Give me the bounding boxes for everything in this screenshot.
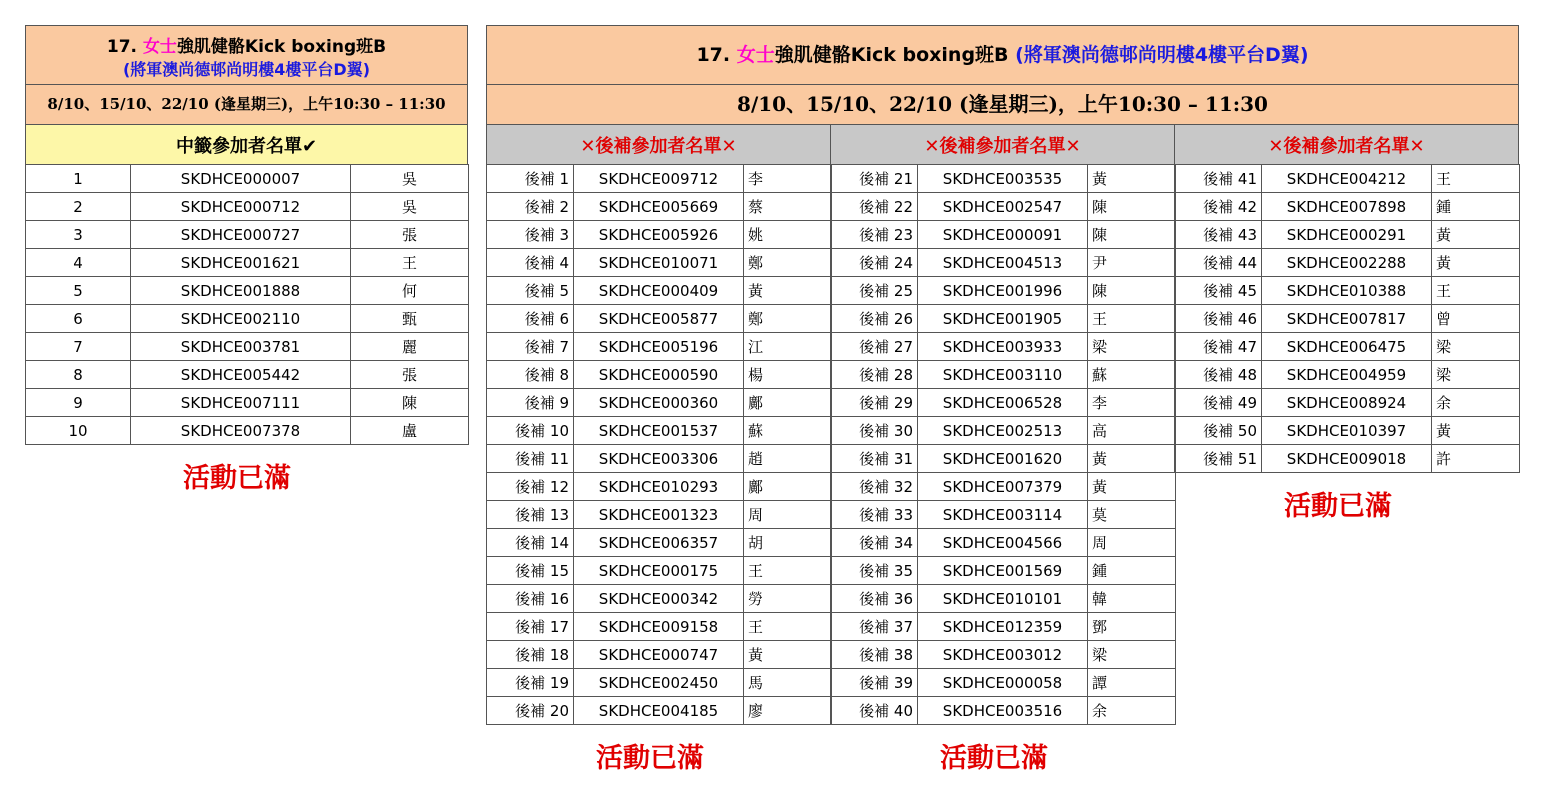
row-number: 後補 36 xyxy=(831,585,918,613)
table-row xyxy=(1175,445,1520,473)
member-code: SKDHCE005926 xyxy=(574,221,744,249)
member-code: SKDHCE012359 xyxy=(918,613,1088,641)
row-number: 後補 47 xyxy=(1175,333,1262,361)
row-number: 8 xyxy=(26,361,131,389)
member-surname: 李 xyxy=(744,165,832,193)
table-row xyxy=(831,277,1176,305)
row-number: 3 xyxy=(26,221,131,249)
member-surname: 胡 xyxy=(744,529,832,557)
table-row xyxy=(831,473,1176,501)
member-code: SKDHCE006528 xyxy=(918,389,1088,417)
member-code: SKDHCE008924 xyxy=(1262,389,1432,417)
member-code: SKDHCE007378 xyxy=(131,417,351,445)
row-number: 後補 37 xyxy=(831,613,918,641)
row-number: 後補 25 xyxy=(831,277,918,305)
row-number: 後補 30 xyxy=(831,417,918,445)
row-number: 後補 13 xyxy=(487,501,574,529)
waitlist-title-3 xyxy=(1174,124,1519,165)
member-code: SKDHCE003012 xyxy=(918,641,1088,669)
row-number: 後補 1 xyxy=(487,165,574,193)
member-code: SKDHCE001888 xyxy=(131,277,351,305)
row-number: 後補 6 xyxy=(487,305,574,333)
member-code: SKDHCE010293 xyxy=(574,473,744,501)
row-number: 後補 22 xyxy=(831,193,918,221)
table-row xyxy=(487,473,832,501)
row-number: 後補 32 xyxy=(831,473,918,501)
table-row xyxy=(487,613,832,641)
table-row xyxy=(487,557,832,585)
table-row xyxy=(26,417,469,445)
table-row xyxy=(26,193,469,221)
member-surname: 周 xyxy=(744,501,832,529)
waitlist-table-1 xyxy=(486,164,832,725)
row-number: 後補 51 xyxy=(1175,445,1262,473)
member-code: SKDHCE009158 xyxy=(574,613,744,641)
member-surname: 尹 xyxy=(1088,249,1176,277)
member-surname: 陳 xyxy=(1088,277,1176,305)
row-number: 後補 19 xyxy=(487,669,574,697)
row-number: 後補 45 xyxy=(1175,277,1262,305)
left-venue: (將軍澳尚德邨尚明樓4樓平台D翼) xyxy=(122,60,371,79)
row-number: 9 xyxy=(26,389,131,417)
right-title-highlight: 女士 xyxy=(736,44,775,66)
table-row xyxy=(487,501,832,529)
left-list-title xyxy=(25,124,468,165)
waitlist-title-2 xyxy=(830,124,1175,165)
member-code: SKDHCE010071 xyxy=(574,249,744,277)
row-number: 後補 15 xyxy=(487,557,574,585)
member-code: SKDHCE003535 xyxy=(918,165,1088,193)
waitlist-full-notice-3: 活動已滿 xyxy=(1284,491,1392,522)
row-number: 後補 31 xyxy=(831,445,918,473)
row-number: 後補 17 xyxy=(487,613,574,641)
table-row xyxy=(26,389,469,417)
member-code: SKDHCE000342 xyxy=(574,585,744,613)
row-number: 後補 48 xyxy=(1175,361,1262,389)
row-number: 1 xyxy=(26,165,131,193)
row-number: 後補 16 xyxy=(487,585,574,613)
member-code: SKDHCE002450 xyxy=(574,669,744,697)
left-title-rest: 強肌健骼Kick boxing班B xyxy=(176,37,387,57)
member-surname: 趙 xyxy=(744,445,832,473)
member-surname: 余 xyxy=(1432,389,1520,417)
row-number: 後補 20 xyxy=(487,697,574,725)
member-code: SKDHCE010101 xyxy=(918,585,1088,613)
row-number: 後補 8 xyxy=(487,361,574,389)
left-full-notice: 活動已滿 xyxy=(183,463,291,494)
member-surname: 梁 xyxy=(1432,333,1520,361)
waitlist-full-notice-2: 活動已滿 xyxy=(940,743,1048,774)
table-row xyxy=(831,445,1176,473)
member-code: SKDHCE009712 xyxy=(574,165,744,193)
row-number: 後補 23 xyxy=(831,221,918,249)
table-row xyxy=(487,585,832,613)
table-row xyxy=(487,445,832,473)
member-surname: 余 xyxy=(1088,697,1176,725)
left-title-prefix: 17. xyxy=(106,37,143,57)
row-number: 後補 38 xyxy=(831,641,918,669)
table-row xyxy=(1175,165,1520,193)
table-row xyxy=(831,557,1176,585)
member-surname: 黃 xyxy=(1088,473,1176,501)
member-code: SKDHCE000175 xyxy=(574,557,744,585)
member-code: SKDHCE001323 xyxy=(574,501,744,529)
left-list-title-text: 中籤參加者名單✔ xyxy=(175,135,318,157)
row-number: 後補 27 xyxy=(831,333,918,361)
member-code: SKDHCE000091 xyxy=(918,221,1088,249)
member-code: SKDHCE003110 xyxy=(918,361,1088,389)
table-row xyxy=(26,249,469,277)
row-number: 後補 46 xyxy=(1175,305,1262,333)
table-row xyxy=(487,361,832,389)
member-surname: 吳 xyxy=(351,165,469,193)
member-surname: 莫 xyxy=(1088,501,1176,529)
member-code: SKDHCE010388 xyxy=(1262,277,1432,305)
table-row xyxy=(26,277,469,305)
member-code: SKDHCE001996 xyxy=(918,277,1088,305)
table-row xyxy=(831,249,1176,277)
member-code: SKDHCE000007 xyxy=(131,165,351,193)
member-surname: 梁 xyxy=(1088,333,1176,361)
row-number: 後補 24 xyxy=(831,249,918,277)
member-surname: 勞 xyxy=(744,585,832,613)
table-row xyxy=(831,613,1176,641)
table-row xyxy=(26,305,469,333)
member-code: SKDHCE000712 xyxy=(131,193,351,221)
table-row xyxy=(487,221,832,249)
member-surname: 許 xyxy=(1432,445,1520,473)
member-code: SKDHCE003516 xyxy=(918,697,1088,725)
member-code: SKDHCE005442 xyxy=(131,361,351,389)
table-row xyxy=(831,697,1176,725)
member-code: SKDHCE004566 xyxy=(918,529,1088,557)
member-code: SKDHCE000747 xyxy=(574,641,744,669)
member-surname: 蘇 xyxy=(1088,361,1176,389)
member-surname: 黃 xyxy=(1432,417,1520,445)
member-code: SKDHCE003933 xyxy=(918,333,1088,361)
member-surname: 廖 xyxy=(744,697,832,725)
table-row xyxy=(831,333,1176,361)
member-code: SKDHCE002288 xyxy=(1262,249,1432,277)
member-code: SKDHCE001621 xyxy=(131,249,351,277)
member-surname: 楊 xyxy=(744,361,832,389)
left-dates xyxy=(25,84,468,125)
member-surname: 李 xyxy=(1088,389,1176,417)
member-code: SKDHCE000360 xyxy=(574,389,744,417)
member-surname: 鄭 xyxy=(744,249,832,277)
member-surname: 黃 xyxy=(1432,249,1520,277)
right-venue: (將軍澳尚德邨尚明樓4樓平台D翼) xyxy=(1015,44,1309,66)
winners-table xyxy=(25,164,469,445)
table-row xyxy=(831,641,1176,669)
row-number: 後補 12 xyxy=(487,473,574,501)
row-number: 後補 7 xyxy=(487,333,574,361)
table-row xyxy=(487,669,832,697)
member-code: SKDHCE004212 xyxy=(1262,165,1432,193)
member-code: SKDHCE000590 xyxy=(574,361,744,389)
member-surname: 黃 xyxy=(1088,445,1176,473)
member-code: SKDHCE003114 xyxy=(918,501,1088,529)
member-surname: 姚 xyxy=(744,221,832,249)
member-code: SKDHCE007379 xyxy=(918,473,1088,501)
member-surname: 鄺 xyxy=(744,389,832,417)
member-surname: 譚 xyxy=(1088,669,1176,697)
member-surname: 梁 xyxy=(1432,361,1520,389)
member-code: SKDHCE010397 xyxy=(1262,417,1432,445)
table-row xyxy=(831,221,1176,249)
member-surname: 王 xyxy=(744,557,832,585)
table-row xyxy=(487,277,832,305)
table-row xyxy=(831,501,1176,529)
row-number: 後補 18 xyxy=(487,641,574,669)
member-surname: 鍾 xyxy=(1088,557,1176,585)
waitlist-title-3-text: ✕後補參加者名單✕ xyxy=(1268,135,1425,157)
member-code: SKDHCE004185 xyxy=(574,697,744,725)
member-surname: 吳 xyxy=(351,193,469,221)
member-surname: 鄭 xyxy=(744,305,832,333)
table-row xyxy=(1175,389,1520,417)
table-row xyxy=(831,529,1176,557)
row-number: 後補 49 xyxy=(1175,389,1262,417)
table-row xyxy=(487,249,832,277)
row-number: 10 xyxy=(26,417,131,445)
table-row xyxy=(487,165,832,193)
left-title xyxy=(26,32,467,57)
row-number: 後補 40 xyxy=(831,697,918,725)
row-number: 後補 33 xyxy=(831,501,918,529)
table-row xyxy=(831,193,1176,221)
table-row xyxy=(831,669,1176,697)
member-surname: 黃 xyxy=(744,641,832,669)
member-surname: 鄧 xyxy=(1088,613,1176,641)
member-code: SKDHCE001537 xyxy=(574,417,744,445)
member-code: SKDHCE004513 xyxy=(918,249,1088,277)
row-number: 後補 2 xyxy=(487,193,574,221)
row-number: 後補 11 xyxy=(487,445,574,473)
row-number: 後補 3 xyxy=(487,221,574,249)
member-code: SKDHCE005196 xyxy=(574,333,744,361)
row-number: 後補 34 xyxy=(831,529,918,557)
waitlist-table-2 xyxy=(830,164,1176,725)
member-code: SKDHCE007111 xyxy=(131,389,351,417)
waitlist-table-3 xyxy=(1174,164,1520,473)
member-code: SKDHCE000291 xyxy=(1262,221,1432,249)
member-code: SKDHCE000727 xyxy=(131,221,351,249)
table-row xyxy=(487,389,832,417)
table-row xyxy=(831,165,1176,193)
table-row xyxy=(487,417,832,445)
member-code: SKDHCE005877 xyxy=(574,305,744,333)
waitlist-full-notice-1: 活動已滿 xyxy=(596,743,704,774)
member-surname: 黃 xyxy=(1088,165,1176,193)
member-surname: 陳 xyxy=(351,389,469,417)
member-surname: 馬 xyxy=(744,669,832,697)
row-number: 後補 44 xyxy=(1175,249,1262,277)
member-code: SKDHCE007898 xyxy=(1262,193,1432,221)
row-number: 後補 10 xyxy=(487,417,574,445)
table-row xyxy=(487,193,832,221)
row-number: 後補 5 xyxy=(487,277,574,305)
table-row xyxy=(487,305,832,333)
member-surname: 何 xyxy=(351,277,469,305)
member-code: SKDHCE001905 xyxy=(918,305,1088,333)
left-title-highlight: 女士 xyxy=(142,37,177,57)
member-code: SKDHCE006357 xyxy=(574,529,744,557)
member-code: SKDHCE009018 xyxy=(1262,445,1432,473)
member-surname: 周 xyxy=(1088,529,1176,557)
member-surname: 甄 xyxy=(351,305,469,333)
table-row xyxy=(831,417,1176,445)
row-number: 7 xyxy=(26,333,131,361)
table-row xyxy=(26,165,469,193)
row-number: 後補 29 xyxy=(831,389,918,417)
table-row xyxy=(487,529,832,557)
row-number: 後補 42 xyxy=(1175,193,1262,221)
right-dates-text: 8/10、15/10、22/10 (逢星期三)，上午10:30 – 11:30 xyxy=(737,92,1268,116)
left-dates-text: 8/10、15/10、22/10 (逢星期三)，上午10:30 – 11:30 xyxy=(47,95,446,113)
waitlist-title-1 xyxy=(486,124,831,165)
table-row xyxy=(831,585,1176,613)
table-row xyxy=(487,697,832,725)
left-title-box xyxy=(25,25,468,85)
table-row xyxy=(1175,305,1520,333)
member-code: SKDHCE003306 xyxy=(574,445,744,473)
row-number: 5 xyxy=(26,277,131,305)
member-code: SKDHCE003781 xyxy=(131,333,351,361)
table-row xyxy=(1175,417,1520,445)
row-number: 4 xyxy=(26,249,131,277)
row-number: 後補 26 xyxy=(831,305,918,333)
member-code: SKDHCE002513 xyxy=(918,417,1088,445)
right-title-box xyxy=(486,25,1519,85)
row-number: 後補 9 xyxy=(487,389,574,417)
row-number: 後補 39 xyxy=(831,669,918,697)
member-code: SKDHCE002547 xyxy=(918,193,1088,221)
member-surname: 陳 xyxy=(1088,193,1176,221)
row-number: 後補 50 xyxy=(1175,417,1262,445)
member-code: SKDHCE000058 xyxy=(918,669,1088,697)
member-code: SKDHCE005669 xyxy=(574,193,744,221)
row-number: 後補 4 xyxy=(487,249,574,277)
table-row xyxy=(487,333,832,361)
right-title-prefix: 17. xyxy=(696,44,737,66)
member-surname: 王 xyxy=(744,613,832,641)
row-number: 後補 21 xyxy=(831,165,918,193)
member-surname: 高 xyxy=(1088,417,1176,445)
right-title xyxy=(696,44,1015,66)
member-surname: 蔡 xyxy=(744,193,832,221)
member-surname: 曾 xyxy=(1432,305,1520,333)
member-code: SKDHCE000409 xyxy=(574,277,744,305)
table-row xyxy=(26,333,469,361)
table-row xyxy=(1175,277,1520,305)
right-title-rest: 強肌健骼Kick boxing班B xyxy=(774,44,1016,66)
row-number: 2 xyxy=(26,193,131,221)
table-row xyxy=(831,305,1176,333)
member-surname: 王 xyxy=(1432,165,1520,193)
member-surname: 黃 xyxy=(1432,221,1520,249)
member-surname: 盧 xyxy=(351,417,469,445)
table-row xyxy=(26,361,469,389)
table-row xyxy=(1175,193,1520,221)
member-surname: 王 xyxy=(351,249,469,277)
row-number: 6 xyxy=(26,305,131,333)
waitlist-title-1-text: ✕後補參加者名單✕ xyxy=(580,135,737,157)
table-row xyxy=(1175,249,1520,277)
member-surname: 張 xyxy=(351,361,469,389)
member-surname: 韓 xyxy=(1088,585,1176,613)
member-surname: 黃 xyxy=(744,277,832,305)
member-surname: 蘇 xyxy=(744,417,832,445)
member-surname: 王 xyxy=(1088,305,1176,333)
member-surname: 陳 xyxy=(1088,221,1176,249)
table-row xyxy=(487,641,832,669)
member-surname: 鄺 xyxy=(744,473,832,501)
member-code: SKDHCE004959 xyxy=(1262,361,1432,389)
row-number: 後補 43 xyxy=(1175,221,1262,249)
member-code: SKDHCE006475 xyxy=(1262,333,1432,361)
member-surname: 張 xyxy=(351,221,469,249)
member-code: SKDHCE001569 xyxy=(918,557,1088,585)
row-number: 後補 41 xyxy=(1175,165,1262,193)
table-row xyxy=(1175,361,1520,389)
right-dates xyxy=(486,84,1519,125)
member-surname: 梁 xyxy=(1088,641,1176,669)
waitlist-title-2-text: ✕後補參加者名單✕ xyxy=(924,135,1081,157)
row-number: 後補 28 xyxy=(831,361,918,389)
member-surname: 麗 xyxy=(351,333,469,361)
row-number: 後補 14 xyxy=(487,529,574,557)
table-row xyxy=(1175,333,1520,361)
member-code: SKDHCE007817 xyxy=(1262,305,1432,333)
table-row xyxy=(831,361,1176,389)
member-surname: 江 xyxy=(744,333,832,361)
member-surname: 王 xyxy=(1432,277,1520,305)
member-code: SKDHCE001620 xyxy=(918,445,1088,473)
table-row xyxy=(26,221,469,249)
row-number: 後補 35 xyxy=(831,557,918,585)
member-code: SKDHCE002110 xyxy=(131,305,351,333)
table-row xyxy=(1175,221,1520,249)
table-row xyxy=(831,389,1176,417)
member-surname: 鍾 xyxy=(1432,193,1520,221)
